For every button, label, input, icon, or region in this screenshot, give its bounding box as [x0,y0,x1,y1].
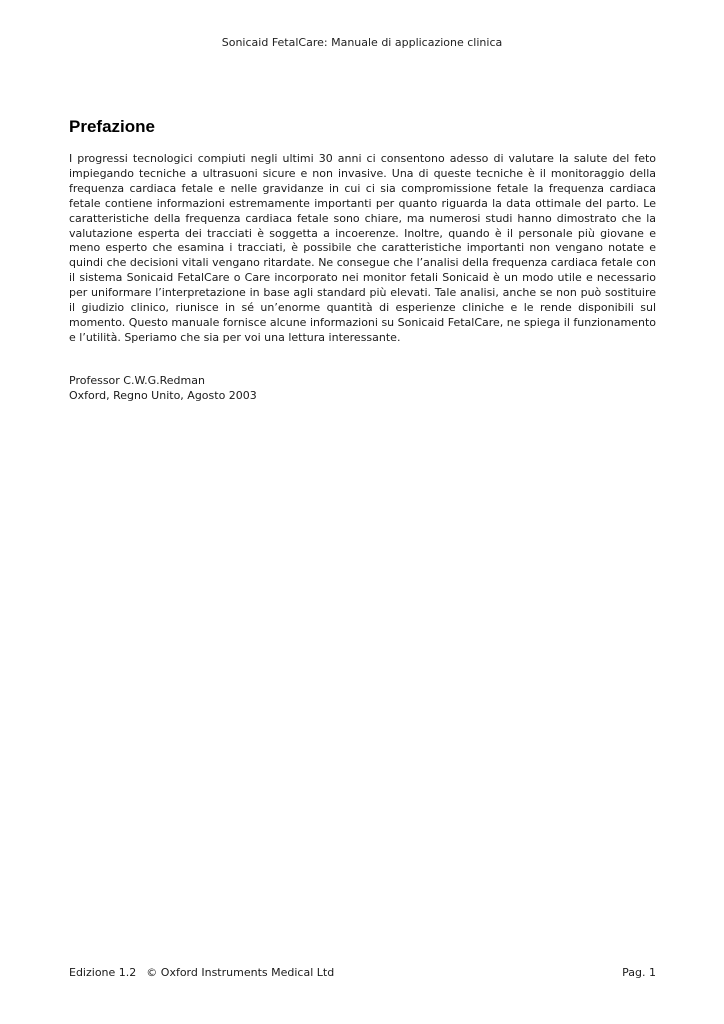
signature-name: Professor C.W.G.Redman [69,374,205,387]
company-name: Oxford Instruments Medical Ltd [160,966,335,979]
preface-paragraph: I progressi tecnologici compiuti negli ultimi 30 anni ci consentono adesso di valutare la salute del feto impiegando tecniche a ultrasuoni sicure e non invasive. Una di queste tecniche è il monitoraggio della frequenza cardiaca fetale e nelle gravidanze in cui ci sia compromissione fetale la frequenza cardiaca fetale contiene informazioni estremamente importanti per quanto riguarda la data ottimale del parto. Le caratteristiche della frequenza cardiaca fetale sono chiare, ma numerosi studi hanno dimostrato che la valutazione esperta dei tracciati è soggetta a incoerenze. Inoltre, quando è il personale più giovane e meno esperto che esamina i tracciati, è possibile che caratteristiche importanti non vengano notate e quindi che decisioni vitali vengano ritardate. Ne consegue che l’analisi della frequenza cardiaca fetale con il sistema Sonicaid FetalCare o Care incorporato nei monitor fetali Sonicaid è un modo utile e necessario per uniformare l’interpretazione in base agli standard più elevati. Tale analisi, anche se non può sostituire il giudizio clinico, riunisce in sé un’enorme quantità di esperienze cliniche e le rende disponibili sul momento. Questo manuale fornisce alcune informazioni su Sonicaid FetalCare, ne spiega il funzionamento e l’utilità. Speriamo che sia per voi una lettura interessante. [69,152,656,344]
copyright-icon: © [146,966,158,979]
signature-block [69,373,257,403]
running-header: Sonicaid FetalCare: Manuale di applicazione clinica [221,36,503,49]
signature-place-date: Oxford, Regno Unito, Agosto 2003 [69,389,257,402]
page-number: Pag. 1 [622,966,656,979]
footer-left [69,966,334,980]
page-title: Prefazione [69,117,155,136]
edition-label: Edizione 1.2 [69,966,137,979]
